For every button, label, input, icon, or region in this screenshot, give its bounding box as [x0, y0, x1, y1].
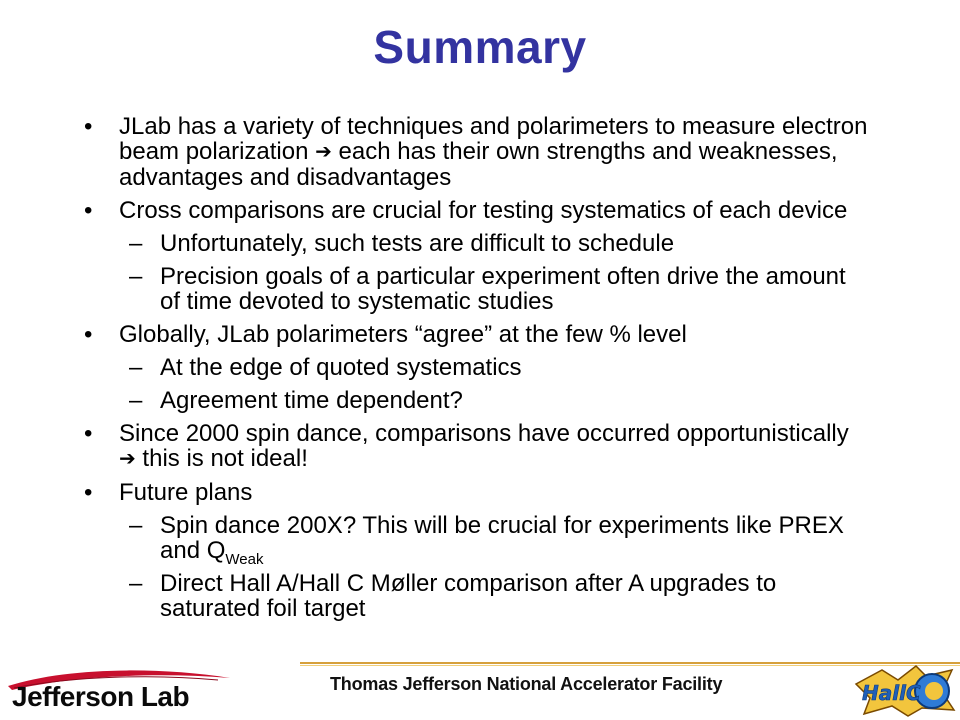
bullet-marker: •	[84, 479, 93, 506]
right-arrow-icon: ➔	[315, 141, 332, 163]
dash-marker: –	[129, 387, 143, 414]
right-arrow-icon: ➔	[119, 448, 136, 470]
dash-marker: –	[129, 354, 143, 381]
sub-bullet-item	[82, 264, 872, 314]
sub-bullet-text: At the edge of quoted systematics	[160, 354, 522, 381]
bullet-text: Future plans	[119, 479, 253, 506]
logo-text: Jefferson Lab	[12, 681, 190, 712]
bullet-marker: •	[84, 321, 93, 348]
hall-c-logo	[852, 664, 956, 718]
bullet-marker: •	[84, 113, 93, 140]
bullet-text-cont: this is not ideal!	[135, 445, 308, 472]
bullet-text: Globally, JLab polarimeters “agree” at the few % level	[119, 321, 687, 348]
slide-title: Summary	[373, 21, 587, 73]
sub-bullet-item	[82, 512, 872, 568]
hall-c-ring-inner-icon	[925, 682, 943, 700]
sub-bullet-item	[82, 571, 872, 621]
dash-marker: –	[129, 570, 143, 597]
bullet-item	[82, 198, 872, 223]
bullet-item	[82, 322, 872, 347]
sub-bullet-text: Precision goals of a particular experiment often drive the amount of time devoted to systematic studies	[160, 263, 846, 315]
bullet-item	[82, 114, 872, 190]
sub-bullet-item	[82, 388, 872, 413]
sub-bullet-item	[82, 355, 872, 380]
dash-marker: –	[129, 263, 143, 290]
dash-marker: –	[129, 230, 143, 257]
bullet-item	[82, 421, 872, 472]
bullet-item	[82, 480, 872, 505]
facility-name: Thomas Jefferson National Accelerator Facility	[330, 674, 723, 694]
dash-marker: –	[129, 512, 143, 539]
sub-bullet-text: Agreement time dependent?	[160, 387, 463, 414]
bullet-marker: •	[84, 197, 93, 224]
sub-bullet-text: Spin dance 200X? This will be crucial for experiments like PREX and Q	[160, 512, 844, 564]
subscript-weak: Weak	[225, 551, 264, 568]
bullet-list	[82, 114, 872, 629]
bullet-marker: •	[84, 420, 93, 447]
sub-bullet-item	[82, 231, 872, 256]
bullet-text-cont: each has their own strengths and weaknesses, advantages and disadvantages	[119, 138, 838, 191]
sub-bullet-text: Direct Hall A/Hall C Møller comparison after A upgrades to saturated foil target	[160, 570, 777, 622]
hall-c-text: HallC	[862, 681, 921, 705]
bullet-text: Cross comparisons are crucial for testing systematics of each device	[119, 197, 848, 224]
sub-bullet-text: Unfortunately, such tests are difficult to schedule	[160, 230, 675, 257]
bullet-text: Since 2000 spin dance, comparisons have occurred opportunistically	[119, 420, 849, 447]
bullet-text: JLab has a variety of techniques and polarimeters to measure electron beam polarization	[119, 113, 868, 165]
